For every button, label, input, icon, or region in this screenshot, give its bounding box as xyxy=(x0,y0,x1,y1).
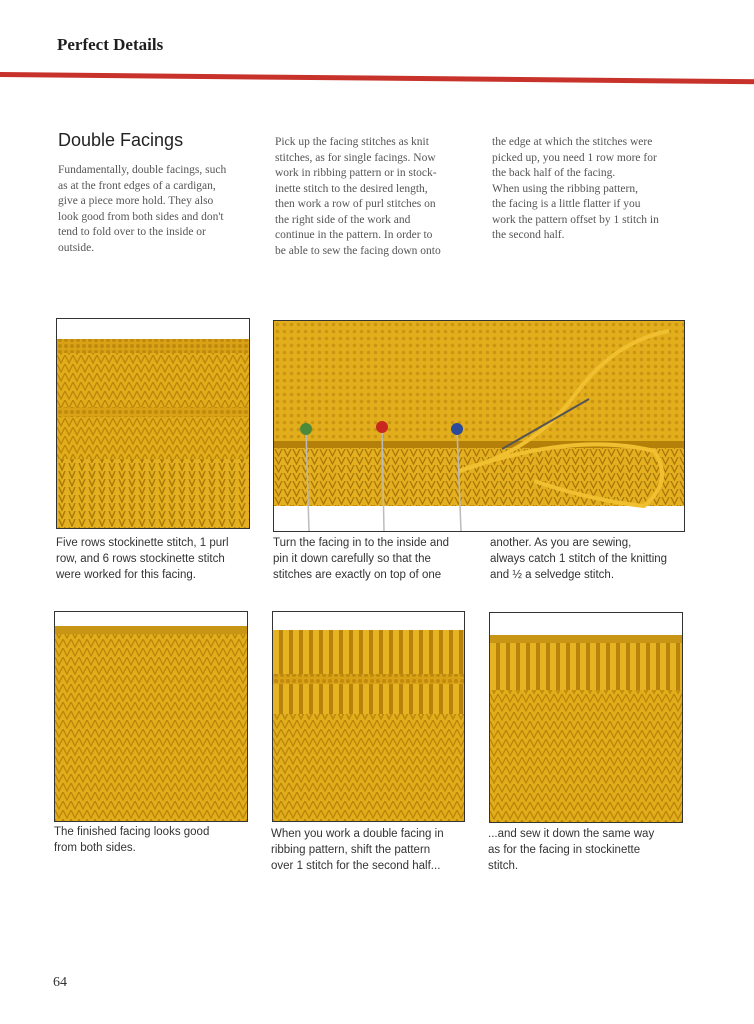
running-header: Perfect Details xyxy=(57,35,164,54)
caption-photo-3: The finished facing looks good from both sides. xyxy=(54,826,210,854)
caption-photo-1: Five rows stockinette stitch, 1 purl row, and 6 rows stockinette stitch were worked for this facing. xyxy=(56,537,229,581)
photo-stockinette-facing xyxy=(56,318,250,529)
section-title: Double Facings xyxy=(58,130,184,150)
caption-photo-5: ...and sew it down the same way as for the facing in stockinette stitch. xyxy=(488,828,655,872)
page-number: 64 xyxy=(53,975,67,990)
body-text-column-2: Pick up the facing stitches as knit stitches, as for single facings. Now work in ribbing pattern or in stock- inette stitch to the desired length, then work a row of purl stitches on the right side of the work and continue in the pattern. In order to be able to sew the facing down onto xyxy=(275,136,441,257)
caption-photo-2-part-2: another. As you are sewing, always catch 1 stitch of the knitting and ½ a selvedge stitch. xyxy=(490,537,668,581)
caption-photo-2-part-1: Turn the facing in to the inside and pin it down carefully so that the stitches are exactly on top of one xyxy=(273,537,450,581)
caption-photo-4: When you work a double facing in ribbing pattern, shift the pattern over 1 stitch for the second half... xyxy=(271,828,444,872)
header-rule xyxy=(0,72,754,84)
photo-ribbing-facing-shifted xyxy=(272,611,465,822)
photo-finished-facing xyxy=(54,611,248,822)
body-text-column-3: the edge at which the stitches were picked up, you need 1 row more for the back half of the facing. When using the ribbing pattern, the facing is a little flatter if you work the pattern offset by 1 stitch in the second half. xyxy=(492,136,659,241)
photo-pinning-facing xyxy=(273,320,685,532)
body-text-column-1: Fundamentally, double facings, such as at the front edges of a cardigan, give a piece more hold. They also look good from both sides and don't tend to fold over to the inside or outside. xyxy=(58,164,227,254)
photo-ribbing-facing-sewn xyxy=(489,612,683,823)
